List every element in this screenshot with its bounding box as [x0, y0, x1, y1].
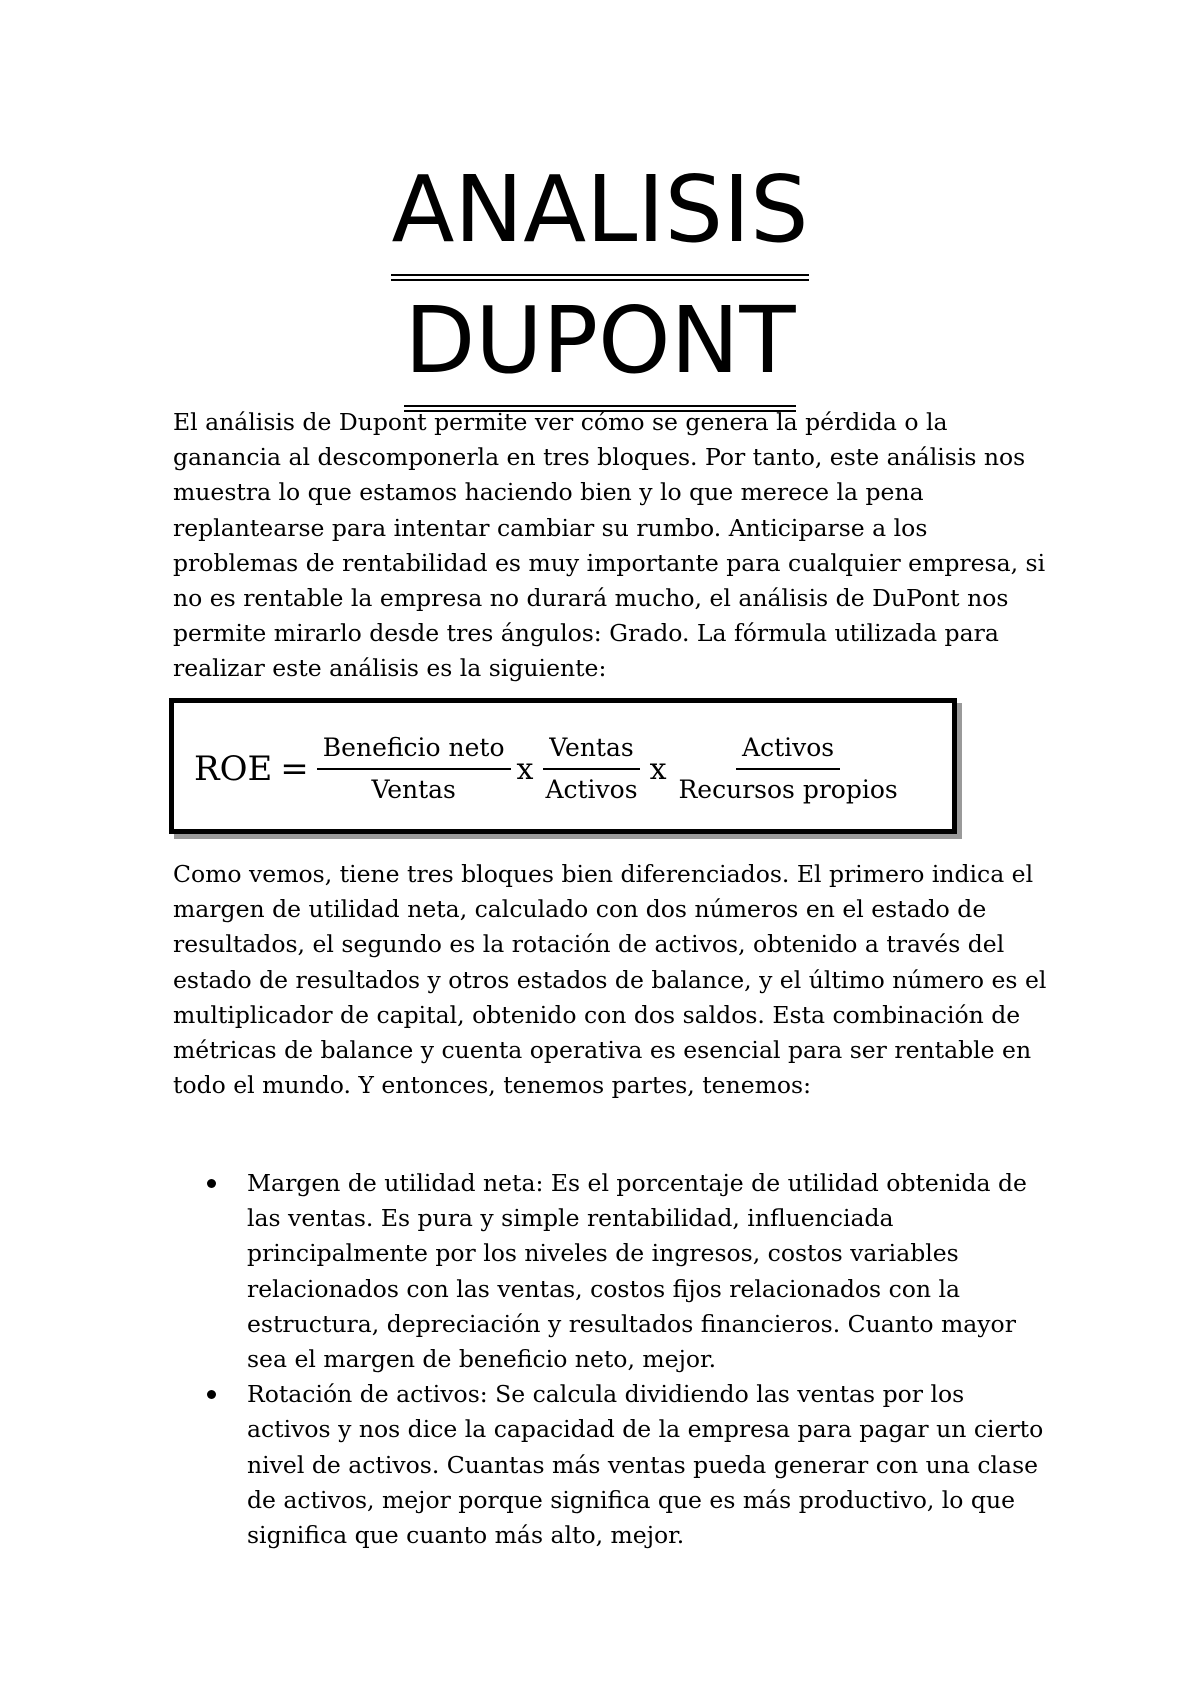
- fraction-numerator: Beneficio neto: [317, 731, 511, 770]
- title-line-2: DUPONT: [404, 281, 795, 412]
- multiply-sign: x: [516, 751, 534, 787]
- fraction-denominator: Activos: [545, 775, 638, 804]
- list-item: [173, 1166, 1053, 1377]
- fraction-net-margin: [317, 731, 511, 807]
- fraction-equity-multiplier: [672, 731, 903, 807]
- fraction-numerator: Activos: [736, 731, 840, 770]
- formula-box: [169, 698, 957, 834]
- list-item: [173, 1377, 1053, 1553]
- bullet-icon: [207, 1179, 216, 1188]
- fraction-denominator: Ventas: [371, 775, 456, 804]
- fraction-denominator: Recursos propios: [678, 775, 898, 804]
- formula-equals: =: [280, 749, 309, 789]
- title-line-1: ANALISIS: [391, 150, 808, 281]
- fraction-numerator: Ventas: [543, 731, 639, 770]
- intro-paragraph: El análisis de Dupont permite ver cómo se genera la pérdida o la ganancia al descomponerla en tres bloques. Por tanto, este análisis nos muestra lo que estamos haciendo bien y lo que merece la pena replantearse para intentar cambiar su rumbo. Anticiparse a los problemas de rentabilidad es muy importante para cualquier empresa, si no es rentable la empresa no durará mucho, el análisis de DuPont nos permite mirarlo desde tres ángulos: Grado. La fórmula utilizada para realizar este análisis es la siguiente:: [173, 408, 1046, 683]
- fraction-asset-turnover: [539, 731, 643, 807]
- explanation-paragraph: Como vemos, tiene tres bloques bien diferenciados. El primero indica el margen de utilidad neta, calculado con dos números en el estado de resultados, el segundo es la rotación de activos, obtenido a través del estado de resultados y otros estados de balance, y el último número es el multiplicador de capital, obtenido con dos saldos. Esta combinación de métricas de balance y cuenta operativa es esencial para ser rentable en todo el mundo. Y entonces, tenemos partes, tenemos:: [173, 860, 1047, 1100]
- formula-lhs: ROE: [194, 749, 273, 789]
- multiply-sign: x: [649, 751, 667, 787]
- bullet-list: [173, 1166, 1053, 1553]
- document-title: [0, 150, 1200, 412]
- roe-formula: [194, 719, 904, 819]
- list-item-text: Rotación de activos: Se calcula dividiendo las ventas por los activos y nos dice la capacidad de la empresa para pagar un cierto nivel de activos. Cuantas más ventas pueda generar con una clase de activos, mejor porque significa que es más productivo, lo que significa que cuanto más alto, mejor.: [247, 1380, 1044, 1550]
- bullet-icon: [207, 1390, 216, 1399]
- list-item-text: Margen de utilidad neta: Es el porcentaje de utilidad obtenida de las ventas. Es pura y simple rentabilidad, influenciada principalmente por los niveles de ingresos, costos variables relacionados con las ventas, costos fijos relacionados con la estructura, depreciación y resultados financieros. Cuanto mayor sea el margen de beneficio neto, mejor.: [247, 1169, 1027, 1374]
